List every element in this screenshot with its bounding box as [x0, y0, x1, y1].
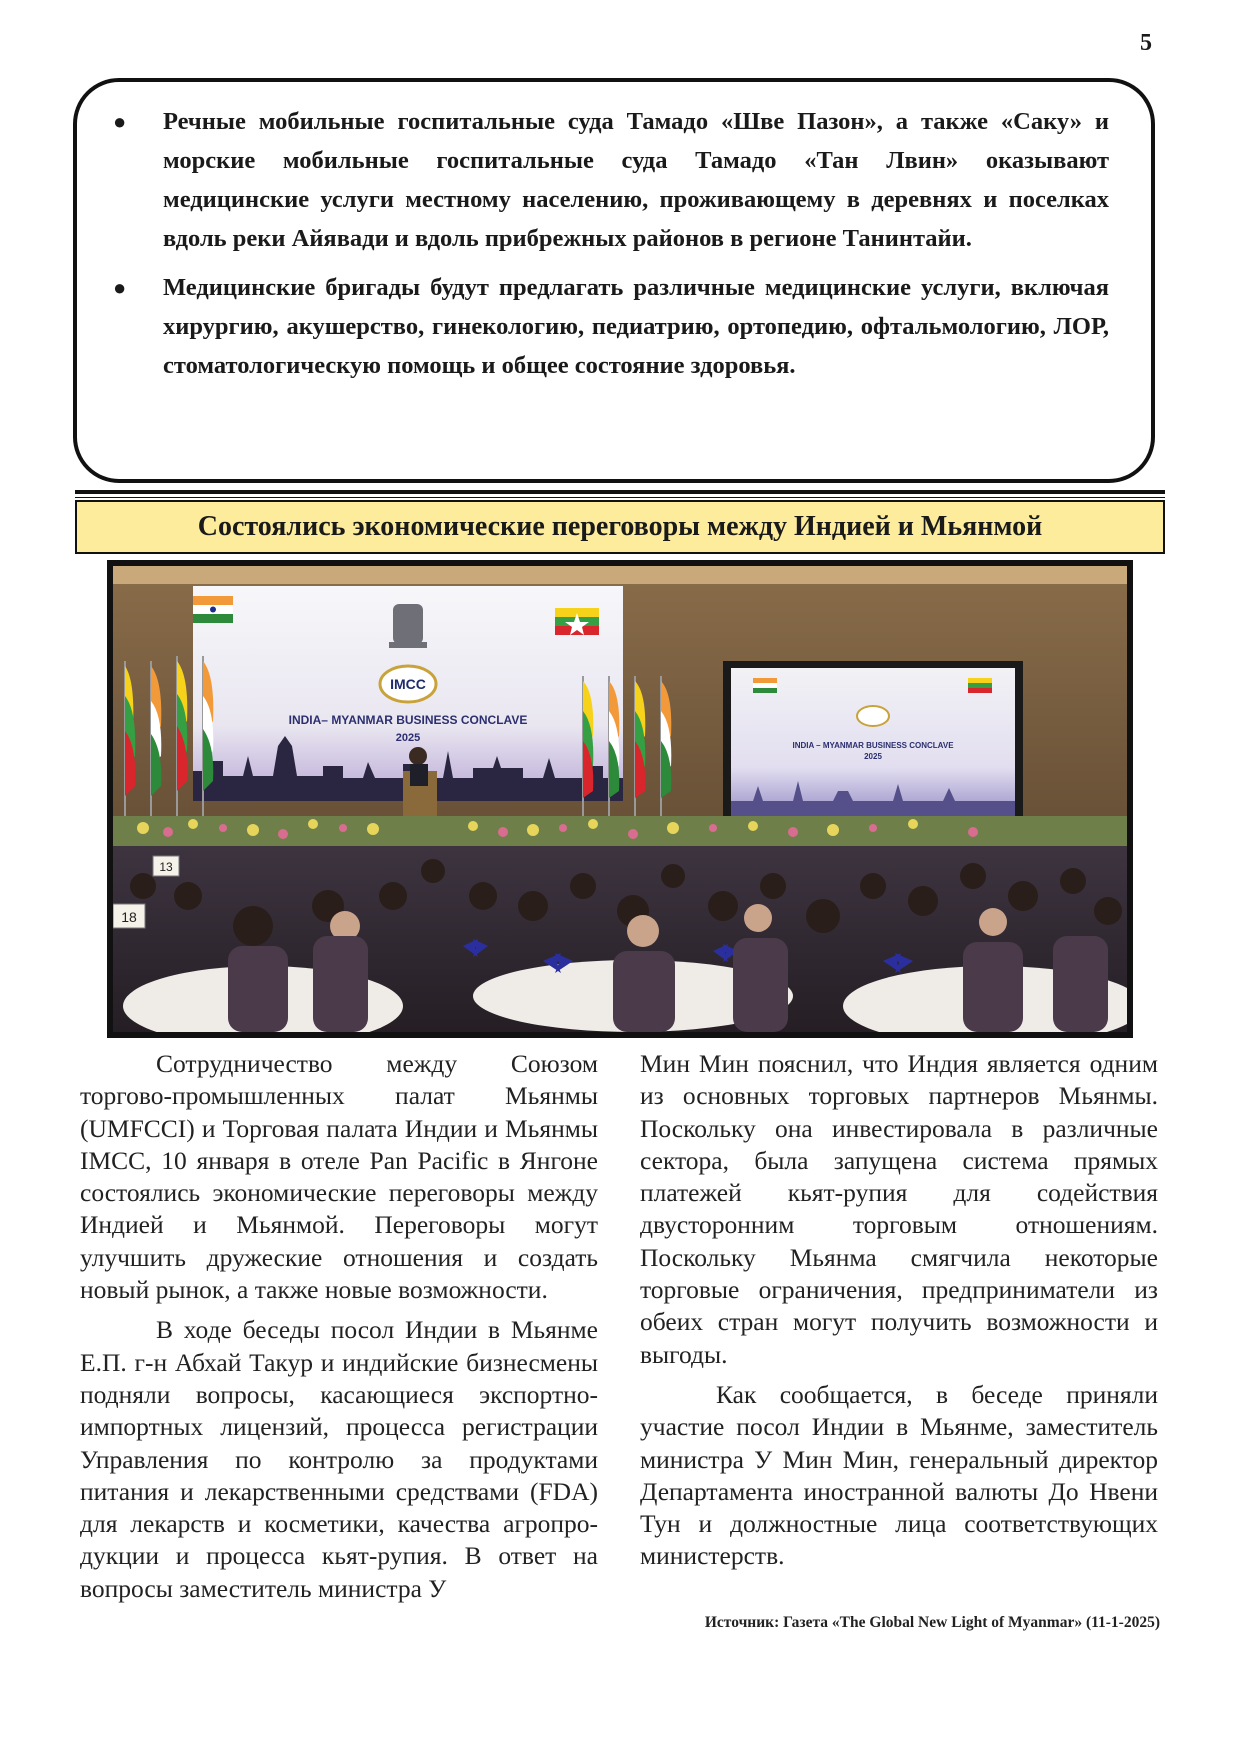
- screen-year: 2025: [864, 752, 882, 761]
- divider-thick: [75, 490, 1165, 494]
- imcc-logo-text: IMCC: [390, 676, 426, 692]
- screen-myanmar-flag-icon: [968, 678, 992, 693]
- paragraph: Сотрудничество между Союзом торгово-промышленных палат Мьянмы (UMFCCI) и Торговая палата Индии и Мьянмы IMCC, 10 января в отеле Pan Pacific в Янгоне состоялись экономические переговоры между Индией и Мьянмой. Переговоры могут улучшить дружеские отношения и создать новый рынок, а также новые возможности.: [80, 1049, 598, 1305]
- highlights-list: [113, 102, 1109, 385]
- banner-title: INDIA– MYANMAR BUSINESS CONCLAVE: [288, 713, 528, 727]
- page-number: 5: [1140, 30, 1152, 56]
- list-item: [113, 268, 1109, 385]
- india-flag-icon: [193, 596, 233, 623]
- screen-india-flag-icon: [753, 678, 777, 693]
- article-column-left: [80, 1048, 598, 1613]
- bullet-icon: ●: [113, 109, 127, 134]
- article-photo: [107, 560, 1133, 1038]
- bullet-icon: ●: [113, 275, 127, 300]
- paragraph: Мин Мин пояснил, что Индия является одним из основных торговых партнеров Мьянмы. Поскольку она инвестировала в различные сектора, была запущена система прямых платежей кьят-рупия для содействия двусторонним торговым отношениям. Поскольку Мьянма смягчила некоторые торговые ограничения, предприниматели из обеих стран могут получить возможности и выгоды.: [640, 1049, 1158, 1369]
- table-number: 18: [121, 909, 137, 925]
- screen-title: INDIA – MYANMAR BUSINESS CONCLAVE: [792, 741, 954, 750]
- emblem-icon: [389, 604, 427, 648]
- paragraph: В ходе беседы посол Индии в Мьянме Е.П. г-н Абхай Такур и индийские бизнесмены подняли вопросы, касающиеся экспортно-импортных лицензий, процесса регистрации Управления по контролю за продуктами питания и лекарственными средствами (FDA) для лекарств и косметики, качества агропродукции и процесса кьят-рупия. В ответ на вопросы заместитель министра У: [80, 1315, 598, 1603]
- article-column-right: [640, 1048, 1158, 1581]
- article-source: Источник: Газета «The Global New Light of Myanmar» (11-1-2025): [704, 1614, 1160, 1631]
- highlights-box: [73, 78, 1155, 483]
- divider-thin: [75, 497, 1165, 498]
- paragraph: Как сообщается, в беседе приняли участие посол Индии в Мьянме, заместитель министра У Мин Мин, генеральный директор Департамента иностранной валюты До Нвени Тун и должностные лица соответствующих министерств.: [640, 1379, 1158, 1571]
- imcc-logo: [380, 666, 436, 702]
- myanmar-flag-icon: [555, 608, 599, 635]
- bullet-text: Медицинские бригады будут предлагать различные медицинские услуги, включая хирургию, акушерство, гинекологию, педиатрию, ортопедию, офтальмологию, ЛОР, стоматологическую помощь и общее состояние здоровья.: [163, 274, 1109, 379]
- bullet-text: Речные мобильные госпитальные суда Тамадо «Шве Пазон», а также «Саку» и морские мобильные госпитальные суда Тамадо «Тан Лвин» оказывают медицинские услуги местному населению, проживающему в деревнях и поселках вдоль реки Айявади и вдоль прибрежных районов в регионе Танинтайи.: [163, 108, 1109, 252]
- table-card-13: [153, 856, 179, 876]
- article-headline: Состоялись экономические переговоры между Индией и Мьянмой: [75, 500, 1165, 554]
- list-item: [113, 102, 1109, 258]
- banner-year: 2025: [395, 732, 421, 744]
- table-number: 13: [159, 860, 173, 874]
- table-card-18: [113, 904, 145, 928]
